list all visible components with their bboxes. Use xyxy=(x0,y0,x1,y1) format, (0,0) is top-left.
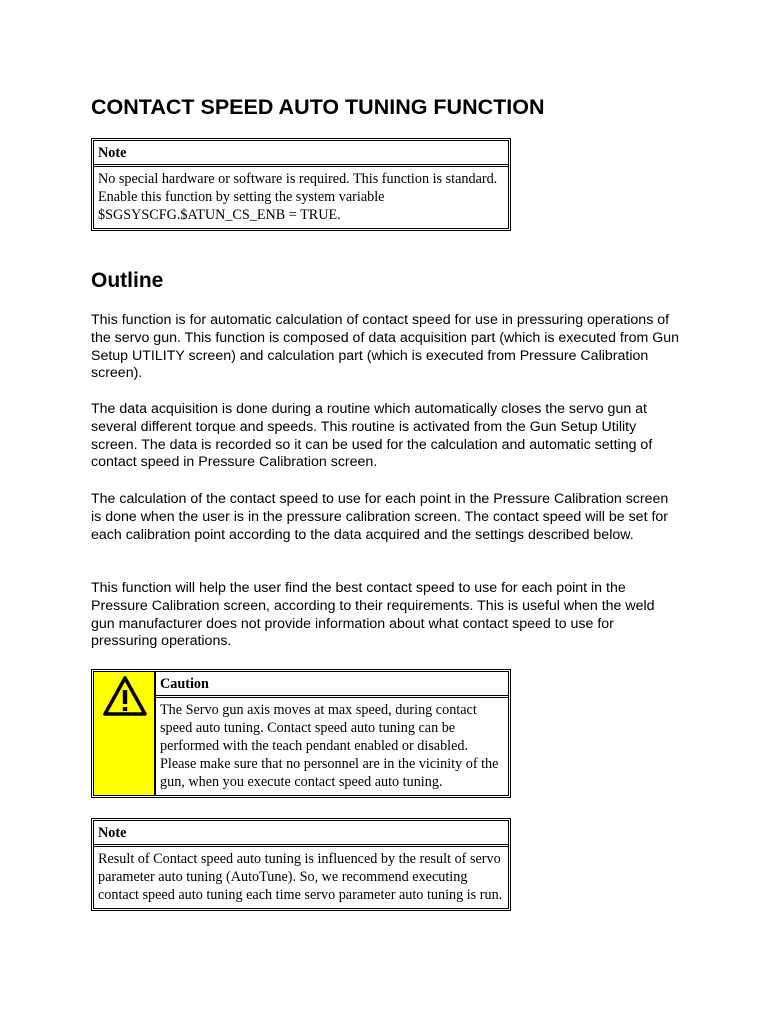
caution-heading: Caution xyxy=(156,672,508,698)
note-heading: Note xyxy=(94,821,508,847)
note-heading: Note xyxy=(94,141,508,167)
caution-box xyxy=(91,669,511,798)
outline-paragraph-2: The data acquisition is done during a routine which automatically closes the servo gun at several different torque and speeds. This routine is activated from the Gun Setup Utility screen. The data is recorded so it can be used for the calculation and automatic setting of contact speed in Pressure Calibration screen. xyxy=(91,401,653,471)
page-title: CONTACT SPEED AUTO TUNING FUNCTION xyxy=(91,95,545,119)
warning-triangle-icon xyxy=(103,675,147,717)
outline-paragraph-3: The calculation of the contact speed to use for each point in the Pressure Calibration screen is done when the user is in the pressure calibration screen. The contact speed will be set for each calibration point according to the data acquired and the settings described below. xyxy=(91,491,669,543)
note-box-1 xyxy=(91,138,511,231)
note-text: No special hardware or software is required. This function is standard. Enable this function by setting the system variable $SGSYSCFG.$ATUN_CS_ENB = TRUE. xyxy=(98,171,498,223)
caution-side-panel xyxy=(94,672,156,795)
note-text: Result of Contact speed auto tuning is influenced by the result of servo parameter auto tuning (AutoTune). So, we recommend executing contact speed auto tuning each time servo parameter auto tuning is run. xyxy=(98,851,503,903)
outline-paragraph-4: This function will help the user find the best contact speed to use for each point in the Pressure Calibration screen, according to their requirements. This is useful when the weld gun manufacturer does not provide information about what contact speed to use for pressuring operations. xyxy=(91,580,655,650)
caution-text: The Servo gun axis moves at max speed, during contact speed auto tuning. Contact speed auto tuning can be performed with the teach pendant enabled or disabled. Please make sure that no personnel are in the vicinity of the gun, when you execute contact speed auto tuning. xyxy=(160,702,499,790)
outline-heading: Outline xyxy=(91,269,164,292)
outline-paragraph-1: This function is for automatic calculation of contact speed for use in pressuring operations of the servo gun. This function is composed of data acquisition part (which is executed from Gun Setup UTILITY screen) and calculation part (which is executed from Pressure Calibration screen). xyxy=(91,312,680,382)
note-box-2 xyxy=(91,818,511,911)
